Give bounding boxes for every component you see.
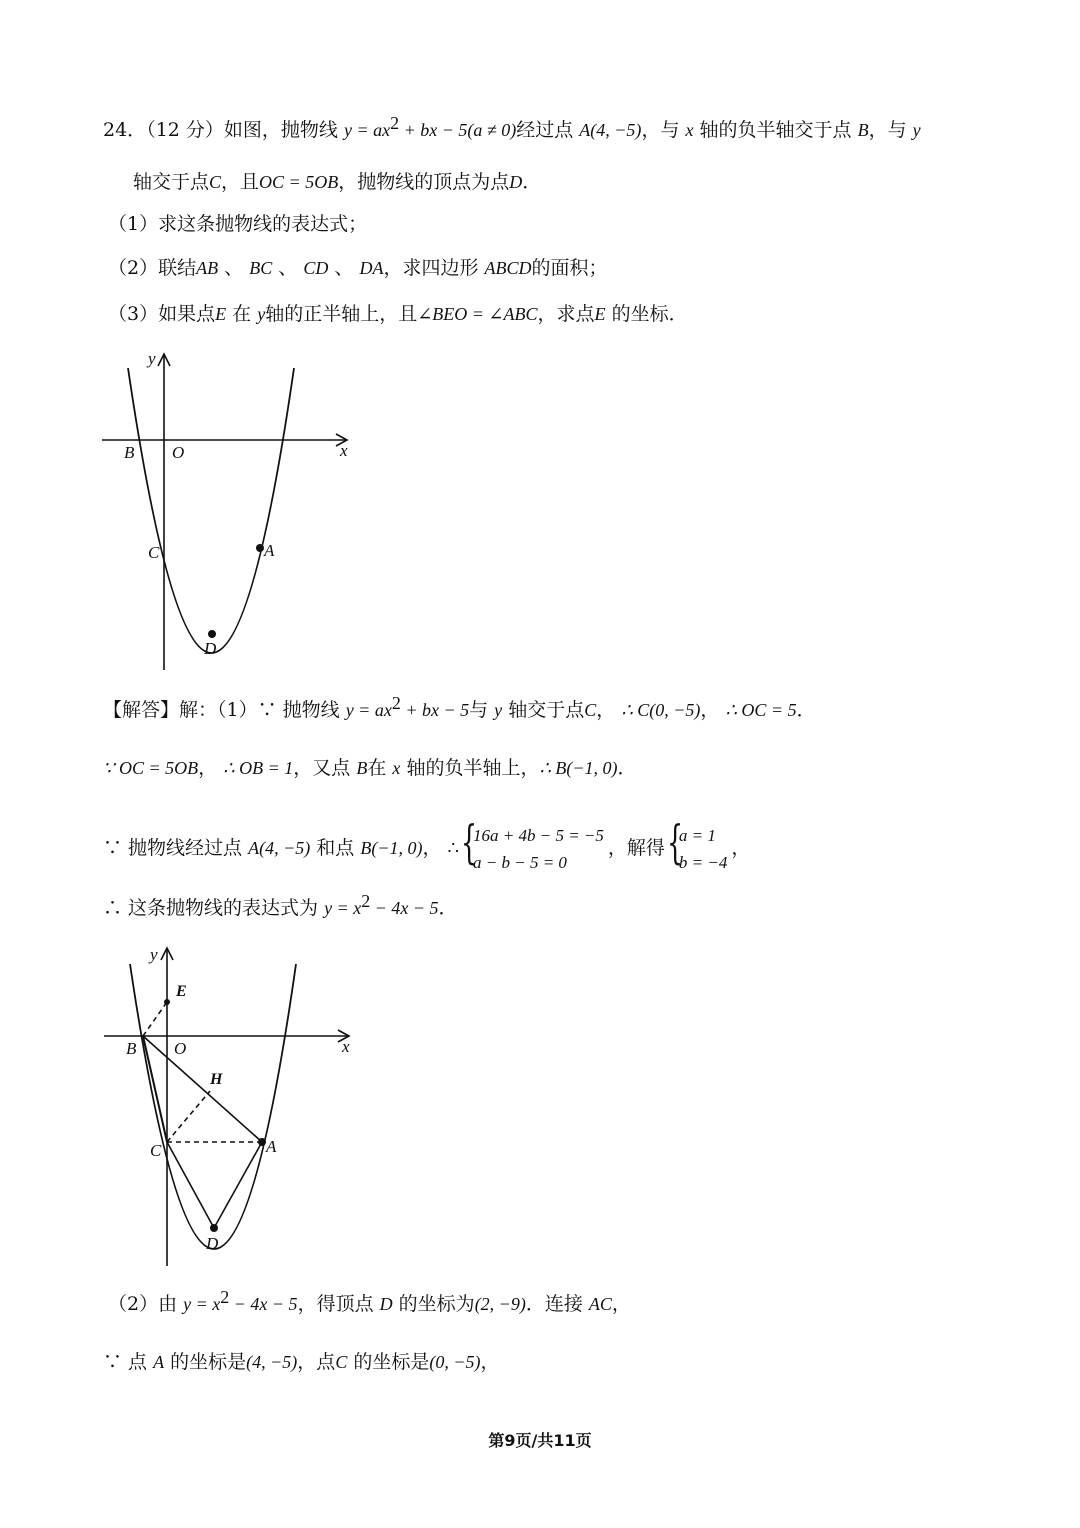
s1-e: ∴ C(0, −5): [621, 700, 701, 720]
y-var: y: [912, 120, 921, 140]
s4-a: ∴ 这条抛物线的表达式为: [103, 897, 319, 919]
s3-e: ，: [731, 837, 751, 859]
s3-therefore: ∴: [447, 838, 459, 858]
system-eq2: a − b − 5 = 0: [473, 853, 567, 872]
and-y: ，与: [868, 119, 907, 141]
q2-cd: CD: [303, 258, 329, 278]
p3-a: ∵ 点: [103, 1351, 148, 1373]
point-a-dot: [256, 544, 264, 552]
problem-line-1: [103, 113, 921, 142]
point-d: D: [509, 172, 523, 192]
line2-a: 轴交于点: [133, 171, 210, 193]
q2-abcd: ABCD: [484, 258, 532, 278]
segment-bc: [143, 1036, 167, 1142]
label-x-2: x: [342, 1037, 350, 1056]
s1-eq2: + bx − 5: [400, 700, 470, 720]
s1-b: 与: [469, 699, 489, 721]
q2-bc: BC: [249, 258, 273, 278]
solution-line-4: [103, 891, 458, 920]
solution-line-5: [108, 1287, 631, 1316]
segment-da: [214, 1142, 262, 1228]
label-e-2: E: [176, 983, 187, 1000]
p3-C: C: [335, 1352, 348, 1372]
p3-e: ，: [480, 1351, 500, 1373]
point-d-dot-2: [210, 1224, 218, 1232]
solution-line-1: [103, 693, 816, 722]
segment-ch-dashed: [167, 1091, 210, 1142]
label-o-2: O: [174, 1039, 187, 1058]
q2-sep1: 、: [224, 257, 244, 279]
s1-f: ，: [700, 699, 720, 721]
label-b: B: [124, 443, 135, 462]
p3-d: 的坐标是: [353, 1351, 430, 1373]
point-c: C: [209, 172, 222, 192]
p2-eq2: − 4x − 5: [229, 1294, 298, 1314]
label-y-2: y: [150, 945, 158, 964]
q2-ab: AB: [196, 258, 219, 278]
s2-B: B: [356, 758, 368, 778]
neg-axis-text: 轴的负半轴交于点: [699, 119, 852, 141]
s2-a: ∵ OC = 5OB: [103, 758, 199, 778]
s3-d: ，解得: [607, 837, 665, 859]
solution-line-3: [103, 815, 751, 876]
s3-b: 和点: [316, 837, 355, 859]
problem-line-2: [133, 170, 541, 194]
q3-e: E: [215, 304, 227, 324]
p2-a: （2）由: [108, 1293, 178, 1315]
q3-e2: E: [594, 304, 606, 324]
q3-a: （3）如果点: [108, 303, 216, 325]
s2-f: 轴的负半轴上，: [406, 757, 540, 779]
q2-b: ，求四边形: [383, 257, 479, 279]
s1-h: ．: [796, 699, 816, 721]
pass-text: 经过点: [516, 119, 574, 141]
solution-system: [666, 815, 728, 876]
p2-AC: AC: [588, 1294, 612, 1314]
eq-main: y = ax: [343, 120, 391, 140]
question-3: [108, 302, 688, 326]
parabola-figure-2: [100, 940, 360, 1270]
mid-text: ，与: [641, 119, 680, 141]
q3-c: 轴的正半轴上，且: [265, 303, 418, 325]
p2-D: D: [379, 1294, 393, 1314]
q3-y: y: [257, 304, 266, 324]
s3-B: B(−1, 0): [360, 838, 423, 858]
s2-c: ∴ OB = 1: [223, 758, 294, 778]
system-eq1: 16a + 4b − 5 = −5: [473, 826, 604, 845]
s2-d: ，又点: [293, 757, 351, 779]
q2-a: （2）联结: [108, 257, 197, 279]
s1-d: ，: [596, 699, 616, 721]
problem-number: 24．: [103, 119, 147, 141]
p3-ca: (4, −5): [246, 1352, 298, 1372]
s1-sup: 2: [391, 693, 401, 713]
parabola-figure-1: [100, 348, 360, 678]
label-o: O: [172, 443, 185, 462]
q2-da: DA: [359, 258, 384, 278]
s2-x: x: [392, 758, 401, 778]
s4-eq: y = x: [324, 898, 362, 918]
s4-b: ．: [438, 897, 458, 919]
question-2: [108, 256, 608, 280]
s1-a: 【解答】解：（1）∵ 抛物线: [103, 699, 340, 721]
line2-period: ．: [522, 171, 542, 193]
question-1: （1）求这条抛物线的表达式；: [108, 213, 368, 235]
parabola-curve: [128, 368, 294, 653]
p2-c: 的坐标为: [398, 1293, 475, 1315]
label-b-2: B: [126, 1039, 137, 1058]
q3-angle: ∠BEO = ∠ABC: [417, 304, 538, 324]
s2-b: ，: [198, 757, 218, 779]
page-footer: 第9页/共11页: [488, 1431, 592, 1450]
label-a: A: [264, 541, 275, 560]
label-d-2: D: [206, 1234, 219, 1253]
line2-b: ，且: [221, 171, 260, 193]
s1-y: y: [494, 700, 503, 720]
label-c-2: C: [150, 1141, 162, 1160]
s4-sup: 2: [361, 891, 371, 911]
s1-g: ∴ OC = 5: [725, 700, 797, 720]
p2-sup: 2: [220, 1287, 230, 1307]
oc-eq: OC = 5OB: [259, 172, 339, 192]
p3-A: A: [153, 1352, 165, 1372]
q3-b: 在: [232, 303, 252, 325]
equation-system: [461, 815, 604, 876]
p3-c: ，点: [297, 1351, 336, 1373]
s2-e: 在: [367, 757, 387, 779]
eq-rest: + bx − 5(a ≠ 0): [399, 120, 517, 140]
s4-eq2: − 4x − 5: [370, 898, 439, 918]
q2-sep2: 、: [278, 257, 298, 279]
p2-b: ，得顶点: [297, 1293, 374, 1315]
label-c: C: [148, 543, 160, 562]
solution-line-2: [103, 756, 637, 780]
p2-e: ，: [611, 1293, 631, 1315]
q3-d: ，求点: [537, 303, 595, 325]
eq-sup: 2: [390, 113, 400, 133]
s2-h: ．: [617, 757, 637, 779]
s3-c: ，: [422, 837, 442, 859]
q3-e3: 的坐标．: [611, 303, 688, 325]
s1-eq: y = ax: [345, 700, 392, 720]
point-d-dot: [208, 630, 216, 638]
solution-line-6: [103, 1350, 500, 1374]
s3-A: A(4, −5): [248, 838, 311, 858]
point-e-dot: [164, 999, 170, 1005]
p2-coord: (2, −9): [474, 1294, 526, 1314]
label-x: x: [340, 441, 348, 460]
p2-eq: y = x: [183, 1294, 221, 1314]
parabola-curve-2: [130, 964, 296, 1249]
point-a: A(4, −5): [579, 120, 642, 140]
solution-r2: b = −4: [678, 853, 728, 872]
s2-g: ∴ B(−1, 0): [539, 758, 618, 778]
s1-C: C: [584, 700, 597, 720]
line2-c: ，抛物线的顶点为点: [338, 171, 510, 193]
solution-brace: {: [666, 815, 684, 869]
label-h-2: H: [210, 1071, 223, 1088]
solution-r1: a = 1: [678, 826, 716, 845]
x-var: x: [685, 120, 694, 140]
segment-be-dashed: [143, 1002, 167, 1036]
s3-a: ∵ 抛物线经过点: [103, 837, 243, 859]
p3-cc: (0, −5): [429, 1352, 481, 1372]
point-b: B: [857, 120, 869, 140]
point-a-dot-2: [258, 1138, 266, 1146]
system-brace: {: [461, 815, 478, 869]
q2-sep3: 、: [334, 257, 354, 279]
label-d: D: [204, 639, 217, 658]
p3-b: 的坐标是: [170, 1351, 247, 1373]
label-a-2: A: [266, 1137, 277, 1156]
q2-c: 的面积；: [531, 257, 608, 279]
problem-score: （12 分）如图，抛物线: [146, 119, 338, 141]
label-y: y: [148, 349, 156, 368]
s1-c: 轴交于点: [508, 699, 585, 721]
p2-d: ．连接: [525, 1293, 583, 1315]
segment-ba: [143, 1036, 262, 1142]
